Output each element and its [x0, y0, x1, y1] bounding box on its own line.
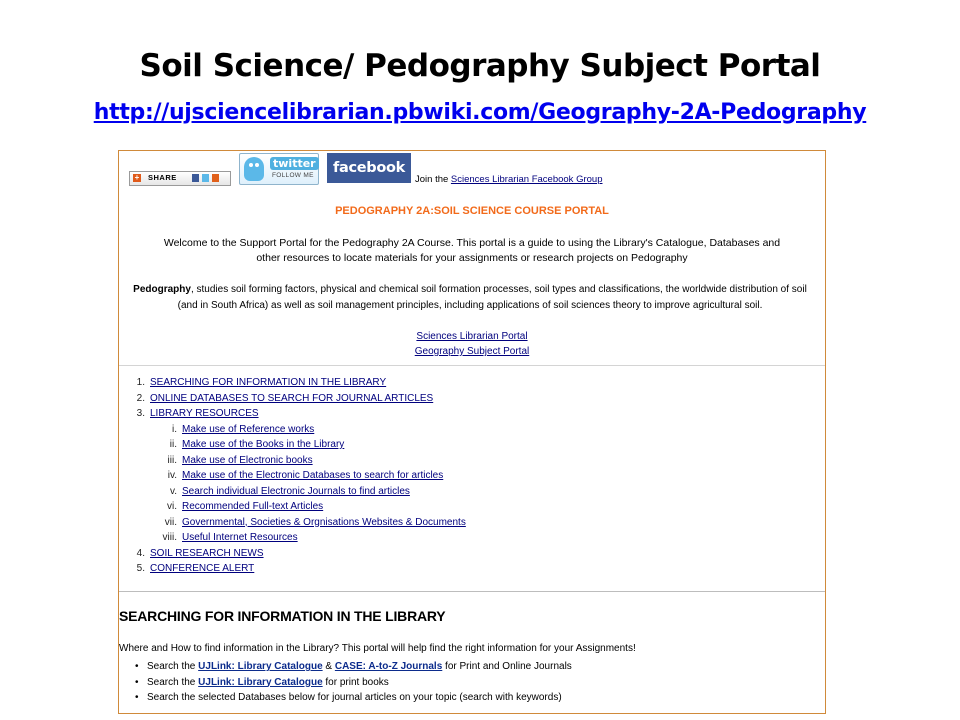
- share-label: SHARE: [148, 173, 177, 182]
- toc-item: [131, 562, 254, 576]
- section-intro: Where and How to find information in the Library? This portal will help find the right information for your Assignments!: [119, 643, 636, 654]
- social-toolbar: [119, 151, 825, 191]
- toc-number: 2.: [136, 392, 145, 404]
- toc-link-governmental-websites[interactable]: Governmental, Societies & Orgnisations Websites & Documents: [182, 516, 466, 528]
- toc-item: [131, 407, 259, 421]
- divider: [119, 365, 825, 366]
- geography-subject-portal-link[interactable]: Geography Subject Portal: [414, 346, 530, 357]
- section-heading: SEARCHING FOR INFORMATION IN THE LIBRARY: [119, 608, 446, 624]
- toc-link-soil-research-news[interactable]: SOIL RESEARCH NEWS: [150, 547, 264, 559]
- ujlink-catalogue-link[interactable]: UJLink: Library Catalogue: [198, 676, 323, 688]
- twitter-label: twitter: [270, 157, 319, 170]
- pedography-description: [119, 282, 821, 314]
- toc-number: viii.: [162, 532, 177, 543]
- toc-number: 4.: [136, 547, 145, 559]
- welcome-line-2: other resources to locate materials for your assignments or research projects on Pedography: [256, 252, 688, 264]
- toc-link-fulltext-articles[interactable]: Recommended Full-text Articles: [182, 501, 324, 512]
- toc-link-conference-alert[interactable]: CONFERENCE ALERT: [150, 563, 255, 574]
- toc-item: [131, 547, 264, 561]
- bullet-icon: •: [135, 676, 139, 688]
- toc-item: [149, 531, 298, 545]
- twitter-mini-icon: [202, 174, 209, 182]
- toc-link-online-databases[interactable]: ONLINE DATABASES TO SEARCH FOR JOURNAL ARTICLES: [150, 392, 434, 404]
- list-item: [135, 675, 815, 691]
- divider: [119, 591, 825, 592]
- toc-number: i.: [172, 423, 177, 435]
- bullet-text: for Print and Online Journals: [442, 661, 572, 672]
- pedography-term: Pedography: [133, 284, 191, 295]
- toc-link-reference-works[interactable]: Make use of Reference works: [182, 423, 315, 435]
- case-journals-link[interactable]: CASE: A-to-Z Journals: [334, 661, 443, 672]
- toc-number: iv.: [167, 470, 177, 481]
- pedography-line-2: (and in South Africa) as well as soil management principles, including applications of soil sciences theory to improve agricultural soil.: [177, 300, 763, 311]
- bullet-icon: •: [135, 692, 139, 703]
- welcome-text: [119, 236, 825, 266]
- toc-number: 3.: [136, 408, 145, 419]
- portal-url-link[interactable]: http://ujsciencelibrarian.pbwiki.com/Geography-2A-Pedography: [93, 100, 867, 125]
- bullet-text: Search the: [147, 661, 199, 672]
- portal-heading: PEDOGRAPHY 2A:SOIL SCIENCE COURSE PORTAL: [335, 205, 609, 217]
- toc-item: [149, 500, 323, 514]
- list-item: [135, 690, 815, 706]
- toc-link-electronic-databases[interactable]: Make use of the Electronic Databases to search for articles: [182, 470, 444, 481]
- bullet-icon: •: [135, 661, 139, 672]
- join-prefix: Join the: [415, 174, 451, 185]
- toc-item: [149, 454, 313, 468]
- slide-title: Soil Science/ Pedography Subject Portal: [139, 48, 821, 84]
- plus-icon: +: [134, 173, 140, 182]
- toc-item: [149, 516, 466, 530]
- toc-number: ii.: [169, 439, 177, 450]
- toc-number: v.: [169, 485, 177, 497]
- facebook-group-link[interactable]: Sciences Librarian Facebook Group: [450, 174, 603, 185]
- pedography-line-1: , studies soil forming factors, physical and chemical soil formation processes, soil types and classifications, the worldwide distribution of soil: [190, 284, 807, 295]
- portal-links: [119, 329, 825, 359]
- facebook-mini-icon: [192, 174, 199, 182]
- bullet-text: &: [322, 661, 335, 672]
- ujlink-catalogue-link[interactable]: UJLink: Library Catalogue: [198, 661, 323, 672]
- twitter-bird-icon: [244, 157, 264, 181]
- wiki-page-screenshot: [118, 150, 826, 714]
- toc-link-internet-resources[interactable]: Useful Internet Resources: [182, 532, 298, 543]
- bullet-text: for print books: [322, 676, 389, 688]
- toc-link-electronic-books[interactable]: Make use of Electronic books: [182, 454, 313, 466]
- toc-item: [149, 469, 443, 483]
- toc-number: iii.: [167, 454, 177, 466]
- toc-link-searching[interactable]: SEARCHING FOR INFORMATION IN THE LIBRARY: [150, 377, 387, 388]
- toc-item: [149, 485, 410, 499]
- toc-item: [149, 438, 344, 452]
- sciences-librarian-portal-link[interactable]: Sciences Librarian Portal: [416, 331, 528, 342]
- toc-link-library-resources[interactable]: LIBRARY RESOURCES: [150, 408, 259, 419]
- toc-number: 1.: [136, 377, 145, 388]
- toc-item: [131, 392, 433, 406]
- twitter-follow-button[interactable]: [239, 153, 319, 185]
- welcome-line-1: Welcome to the Support Portal for the Pedography 2A Course. This portal is a guide to using the Library's Catalogue, Databases and: [163, 237, 781, 249]
- facebook-logo[interactable]: facebook: [327, 153, 411, 183]
- email-mini-icon: [212, 174, 219, 182]
- list-item: [135, 659, 815, 675]
- toc-number: vi.: [167, 501, 177, 512]
- toc-item: [131, 376, 386, 390]
- share-button[interactable]: [129, 171, 231, 186]
- search-tips-list: [135, 659, 815, 706]
- bullet-text: Search the selected Databases below for journal articles on your topic (search with keywords): [147, 692, 562, 703]
- bullet-text: Search the: [147, 676, 199, 688]
- twitter-follow-label: FOLLOW ME: [272, 172, 314, 179]
- facebook-join-text: [415, 174, 602, 185]
- toc-link-books[interactable]: Make use of the Books in the Library: [182, 439, 345, 450]
- toc-link-electronic-journals[interactable]: Search individual Electronic Journals to find articles: [182, 485, 410, 497]
- toc-number: vii.: [164, 516, 177, 528]
- toc-item: [149, 423, 314, 437]
- toc-number: 5.: [136, 563, 145, 574]
